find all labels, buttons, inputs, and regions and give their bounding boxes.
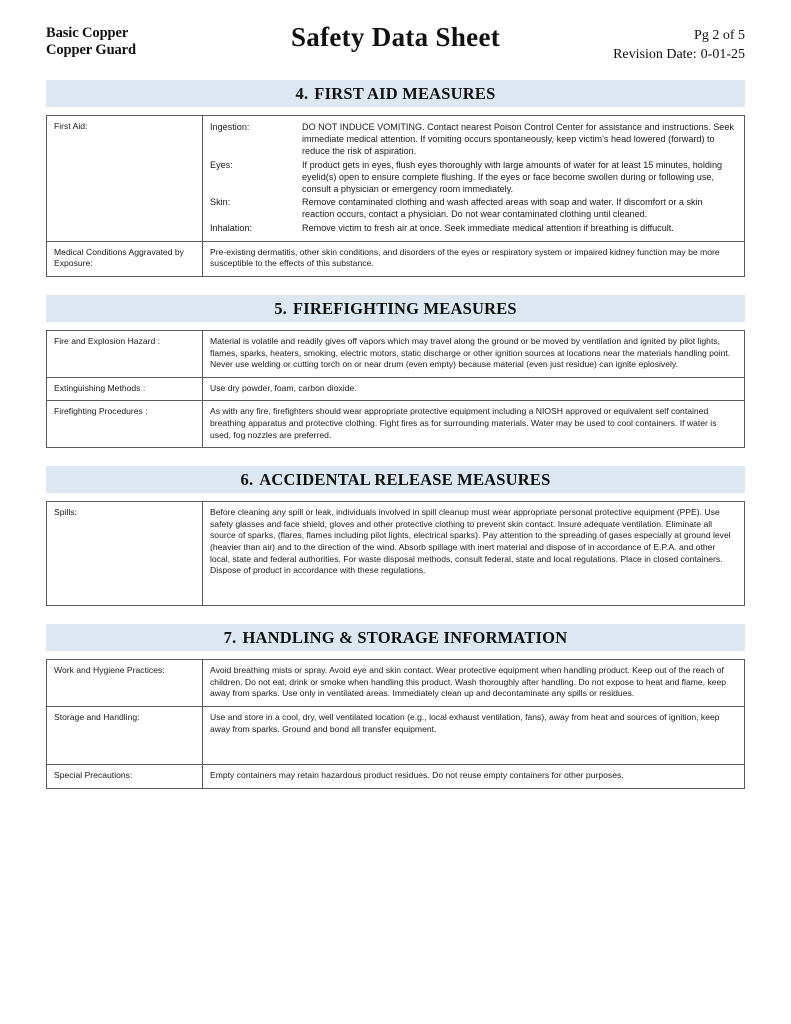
table-row (47, 706, 745, 764)
route-text: DO NOT INDUCE VOMITING. Contact nearest Poison Control Center for assistance and instructions. Seek immediate medical attention. If vomiting occurs spontaneously, keep victim’s head lowered (forward) to reduce the risk of aspiration. (302, 122, 734, 157)
row-label: Firefighting Procedures : (47, 401, 203, 448)
row-body: Material is volatile and readily gives off vapors which may travel along the ground or be moved by ventilation and ignited by pilot lights, flames, sparks, heaters, smoking, electric motors, static discharge or other ignition sources at locations near the materials handling point. Never use welding or cutting torch on or near drum (even empty) because material (even just residue) can ignite eplosively. (203, 331, 745, 378)
page-title: Safety Data Sheet (290, 22, 501, 52)
list-item (210, 222, 737, 235)
table-row (47, 377, 745, 401)
table-handling-storage (46, 659, 745, 788)
section-number: 4. (295, 84, 309, 103)
revision-date-label: Revision Date: (613, 47, 697, 62)
list-item (210, 159, 737, 197)
section-number: 6. (240, 470, 254, 490)
table-row (47, 401, 745, 448)
section-title: FIREFIGHTING MEASURES (293, 299, 517, 319)
row-body: Use dry powder, foam, carbon dioxide. (203, 377, 745, 401)
route-term: Eyes: (210, 159, 233, 170)
route-text: If product gets in eyes, flush eyes thoroughly with large amounts of water for at least 15 minutes, holding eyelid(s) open to ensure complete flushing. If the eyes or face become swollen during or following use, consult a physician or emergency room immediately. (302, 159, 723, 195)
table-first-aid (46, 115, 745, 277)
list-item (210, 121, 737, 159)
section-header-firefighting (46, 295, 745, 322)
section-header-handling-storage (46, 624, 745, 651)
document-meta (613, 26, 745, 64)
row-body: Empty containers may retain hazardous product residues. Do not reuse empty containers for other purposes. (203, 764, 745, 788)
row-body: As with any fire, firefighters should wear appropriate protective equipment including a NIOSH approved or equivalent self contained breathing apparatus and protective clothing. Fight fires as for surrounding materials. Water may be used to cool containers. If water is used, fog nozzles are preferred. (203, 401, 745, 448)
product-name-line1: Basic Copper (46, 25, 129, 41)
route-term: Skin: (210, 197, 231, 208)
route-text: Remove victim to fresh air at once. Seek immediate medical attention if breathing is diffucult. (302, 222, 674, 233)
row-label: Special Precautions: (47, 764, 203, 788)
row-label: Spills: (47, 502, 203, 606)
table-row (47, 241, 745, 276)
route-text: Remove contaminated clothing and wash affected areas with soap and water. If discomfort or a skin reaction occurs, contact a physician. Do not wear contaminated clothing until cleaned. (302, 197, 703, 220)
row-label: Storage and Handling: (47, 706, 203, 764)
row-body: Use and store in a cool, dry, well ventilated location (e.g., local exhaust ventilation, fans), away from heat and sources of ignition, keep away from sparks. Ground and bond all transfer equipment. (203, 706, 745, 764)
table-row (47, 660, 745, 707)
row-body: Before cleaning any spill or leak, individuals involved in spill cleanup must wear appropriate personal protective equipment (PPE). Use safety glasses and face shield, gloves and other protective clothing to prevent skin contact. Insure adequate ventilation. Eliminate all source of sparks, (flares, flames including pilot lights, electrical sparks). Pay attention to the spreading of gases especially at ground level (heavier than air) and to the direction of the wind. Absorb spillage with inert material and dispose of in accordance of E.P.A. and other local, state and federal authorities. For waste disposal methods, consult federal, state and local regulations. Place in closed containers. Dispose of product in accordance with these regulations. (203, 502, 745, 606)
first-aid-routes (210, 121, 737, 235)
section-header-first-aid (46, 80, 745, 107)
section-title: HANDLING & STORAGE INFORMATION (242, 628, 568, 648)
section-number: 5. (274, 299, 287, 319)
route-term: Ingestion: (210, 122, 250, 132)
document-header (46, 0, 745, 62)
table-row (47, 116, 745, 242)
row-body: Avoid breathing mists or spray. Avoid eye and skin contact. Wear protective equipment when handling product. Keep out of the reach of children. Do not eat, drink or smoke when handling this product. Wash thoroughly after handling. Do not expose to heat and flame, keep away from sparks. Use only in ventilated areas. Immediately clean up and decontaminate any spills or residues. (203, 660, 745, 707)
row-label: Medical Conditions Aggravated by Exposure: (47, 241, 203, 276)
route-term: Inhalation: (210, 222, 252, 233)
table-row (47, 764, 745, 788)
section-title: FIRST AID MEASURES (314, 84, 496, 103)
section-number: 7. (223, 628, 237, 648)
row-body: Pre-existing dermatitis, other skin conditions, and disorders of the eyes or respiratory system or impaired kidney function may be more susceptible to the effects of this substance. (203, 241, 745, 276)
section-title: ACCIDENTAL RELEASE MEASURES (259, 470, 551, 490)
row-label: Work and Hygiene Practices: (47, 660, 203, 707)
product-name-line2: Copper Guard (46, 42, 136, 58)
row-body (203, 116, 745, 242)
page-number: Pg 2 of 5 (694, 28, 745, 43)
revision-date-value: 0-01-25 (700, 47, 745, 62)
section-header-accidental-release (46, 466, 745, 493)
table-row (47, 331, 745, 378)
revision-date-line (613, 45, 745, 64)
table-accidental-release (46, 501, 745, 606)
list-item (210, 196, 737, 221)
row-label: Extinguishing Methods : (47, 377, 203, 401)
table-firefighting (46, 330, 745, 448)
row-label: Fire and Explosion Hazard : (47, 331, 203, 378)
row-label: First Aid: (47, 116, 203, 242)
table-row (47, 502, 745, 606)
